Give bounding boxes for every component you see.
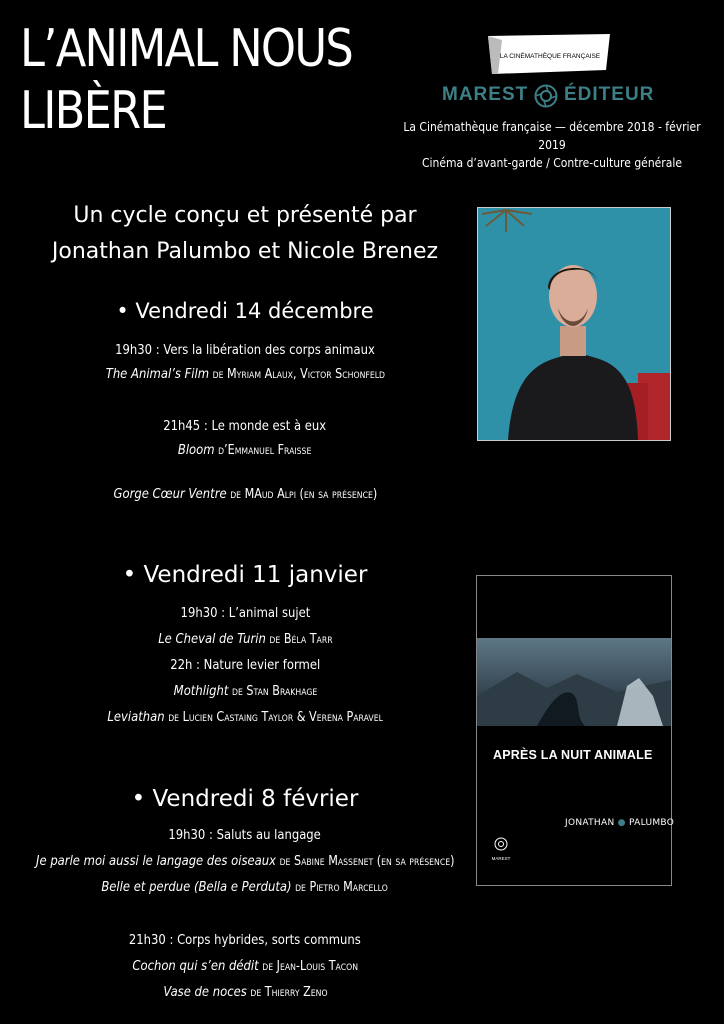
book-cover [476,575,675,886]
cinematheque-logo [480,30,620,78]
header-info [380,118,724,172]
title-line-2: LIBÈRE [20,81,167,141]
cinematheque-logo-text: LA CINÉMATHÈQUE FRANÇAISE [499,53,601,60]
film-line: Bloom d’Emmanuel Fraisse [178,442,312,458]
film-line: Le Cheval de Turin de Béla Tarr [157,631,333,647]
subtitle-line-1: Un cycle conçu et présenté par [73,203,417,228]
header-info-dates: La Cinémathèque française — décembre 2018 - février 2019 [403,120,701,152]
film-line: Gorge Cœur Ventre de MAud Alpi (en sa présence) [113,486,377,502]
film-line: Je parle moi aussi le langage des oiseaux de Sabine Massenet (en sa présence) [35,853,455,869]
subtitle-line-2: Jonathan Palumbo et Nicole Brenez [51,239,439,264]
day-heading: • Vendredi 14 décembre [116,299,374,323]
film-line: Cochon qui s’en dédit de Jean-Louis Tacon [132,958,358,974]
film-line: Vase de noces de Thierry Zeno [162,984,328,1000]
portrait-photo [477,207,671,441]
aperture-icon [534,84,558,108]
session-line: 19h30 : L’animal sujet [180,605,310,621]
dot-icon: ● [617,818,626,828]
film-line: Belle et perdue (Bella e Perduta) de Pietro Marcello [101,879,389,895]
header-info-theme: Cinéma d’avant-garde / Contre-culture générale [421,156,683,170]
session-line: 21h45 : Le monde est à eux [163,418,327,434]
film-line: The Animal’s Film de Myriam Alaux, Victor Schonfeld [105,366,385,382]
session-line: 22h : Nature levier formel [169,657,320,673]
session-line: 21h30 : Corps hybrides, sorts communs [129,932,361,948]
book-publisher-mark: MAREST [491,856,511,861]
marest-word: MAREST [442,84,529,105]
subtitle [0,198,490,270]
book-title: APRÈS LA NUIT ANIMALE [493,748,653,762]
session-line: 19h30 : Vers la libération des corps animaux [115,342,375,358]
marest-editeur-logo [442,84,655,110]
book-author-last: PALUMBO [628,818,675,828]
film-line: Mothlight de Stan Brakhage [173,683,317,699]
poster-title [20,18,400,142]
book-author [565,818,674,828]
day-heading: • Vendredi 11 janvier [122,562,368,588]
editeur-word: ÉDITEUR [564,84,655,105]
film-line: Leviathan de Lucien Castaing Taylor & Verena Paravel [107,709,383,725]
session-line: 19h30 : Saluts au langage [168,827,322,843]
title-line-1: L’ANIMAL NOUS [20,19,353,79]
book-author-first: JONATHAN [565,818,615,828]
day-heading: • Vendredi 8 février [131,786,359,812]
